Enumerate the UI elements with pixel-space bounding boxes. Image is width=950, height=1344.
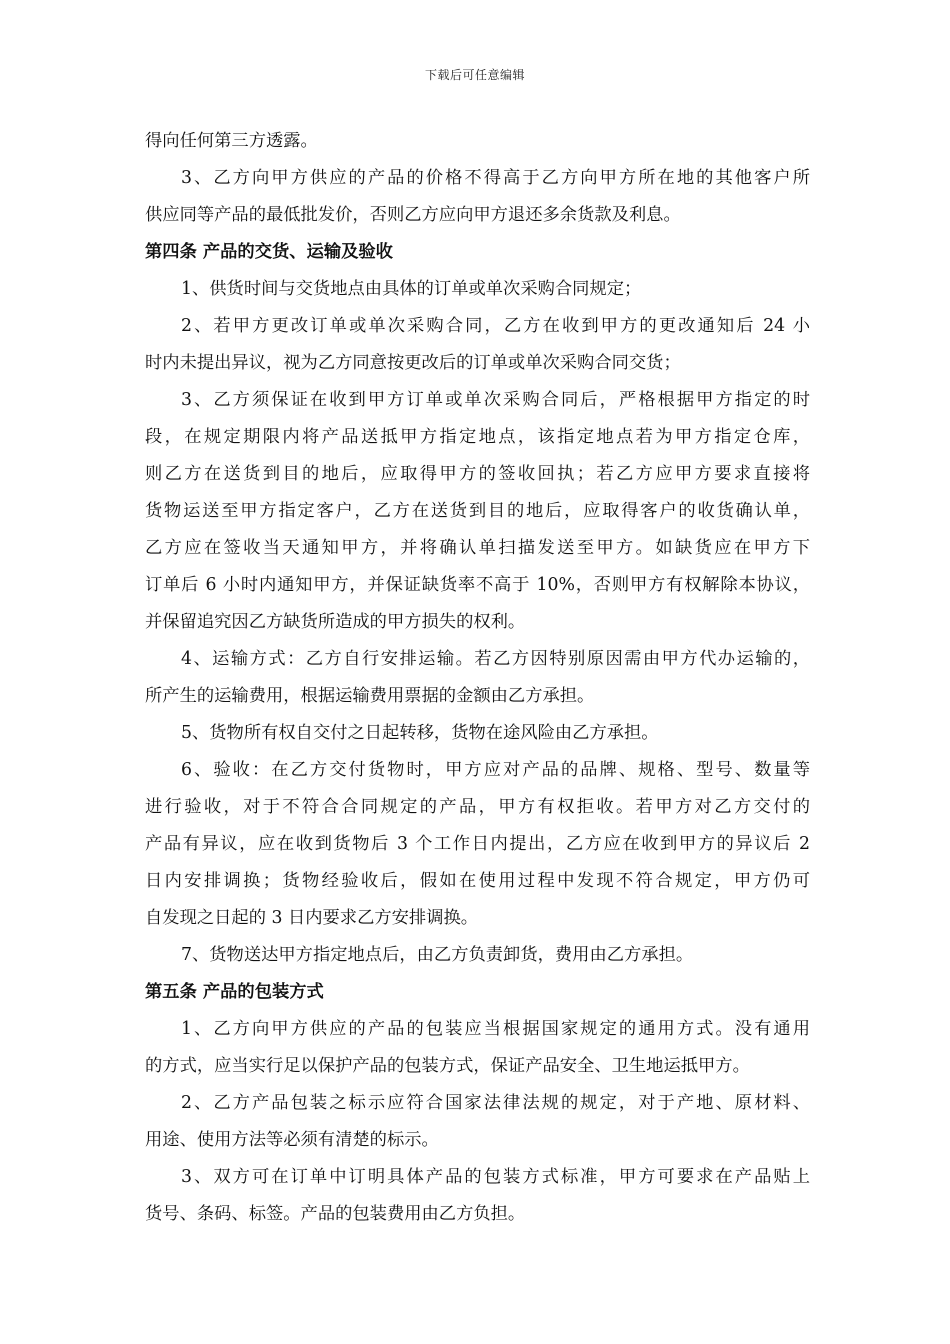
paragraph-line: 产品有异议，应在收到货物后 3 个工作日内提出，乙方应在收到甲方的异议后 2 — [145, 834, 810, 854]
header-note: 下载后可任意编辑 — [424, 68, 525, 82]
document-body — [145, 123, 810, 1233]
paragraph-line: 4、运输方式：乙方自行安排运输。若乙方因特别原因需由甲方代办运输的， — [181, 649, 810, 669]
paragraph-line: 5、货物所有权自交付之日起转移，货物在途风险由乙方承担。 — [181, 723, 659, 743]
section-heading: 第四条 产品的交货、运输及验收 — [145, 242, 393, 262]
paragraph-line: 供应同等产品的最低批发价，否则乙方应向甲方退还多余货款及利息。 — [145, 205, 681, 225]
paragraph-line: 并保留追究因乙方缺货所造成的甲方损失的权利。 — [145, 612, 526, 632]
paragraph-line: 货物运送至甲方指定客户，乙方在送货到目的地后，应取得客户的收货确认单， — [145, 501, 810, 521]
paragraph-line: 2、若甲方更改订单或单次采购合同，乙方在收到甲方的更改通知后 24 小 — [181, 316, 810, 336]
paragraph-line: 所产生的运输费用，根据运输费用票据的金额由乙方承担。 — [145, 686, 595, 706]
paragraph-line: 7、货物送达甲方指定地点后，由乙方负责卸货，费用由乙方承担。 — [181, 945, 694, 965]
paragraph-line: 进行验收，对于不符合合同规定的产品，甲方有权拒收。若甲方对乙方交付的 — [145, 797, 810, 817]
paragraph-line: 3、乙方向甲方供应的产品的价格不得高于乙方向甲方所在地的其他客户所 — [181, 168, 810, 188]
paragraph-line: 用途、使用方法等必须有清楚的标示。 — [145, 1130, 439, 1150]
paragraph-line: 得向任何第三方透露。 — [145, 131, 318, 151]
paragraph-line: 乙方应在签收当天通知甲方，并将确认单扫描发送至甲方。如缺货应在甲方下 — [145, 538, 810, 558]
paragraph-line: 1、供货时间与交货地点由具体的订单或单次采购合同规定； — [181, 279, 642, 299]
paragraph-line: 的方式，应当实行足以保护产品的包装方式，保证产品安全、卫生地运抵甲方。 — [145, 1056, 750, 1076]
paragraph-line: 日内安排调换；货物经验收后，假如在使用过程中发现不符合规定，甲方仍可 — [145, 871, 810, 891]
paragraph-line: 时内未提出异议，视为乙方同意按更改后的订单或单次采购合同交货； — [145, 353, 681, 373]
paragraph-line: 2、乙方产品包装之标示应符合国家法律法规的规定，对于产地、原材料、 — [181, 1093, 810, 1113]
paragraph-line: 则乙方在送货到目的地后，应取得甲方的签收回执；若乙方应甲方要求直接将 — [145, 464, 810, 484]
paragraph-line: 3、双方可在订单中订明具体产品的包装方式标准，甲方可要求在产品贴上 — [181, 1167, 810, 1187]
paragraph-line: 订单后 6 小时内通知甲方，并保证缺货率不高于 10%，否则甲方有权解除本协议， — [145, 575, 810, 595]
paragraph-line: 自发现之日起的 3 日内要求乙方安排调换。 — [145, 908, 479, 928]
section-heading: 第五条 产品的包装方式 — [145, 982, 324, 1002]
paragraph-line: 1、乙方向甲方供应的产品的包装应当根据国家规定的通用方式。没有通用 — [181, 1019, 810, 1039]
paragraph-line: 段，在规定期限内将产品送抵甲方指定地点，该指定地点若为甲方指定仓库， — [145, 427, 810, 447]
paragraph-line: 货号、条码、标签。产品的包装费用由乙方负担。 — [145, 1204, 526, 1224]
paragraph-line: 3、乙方须保证在收到甲方订单或单次采购合同后，严格根据甲方指定的时 — [181, 390, 810, 410]
paragraph-line: 6、验收：在乙方交付货物时，甲方应对产品的品牌、规格、型号、数量等 — [181, 760, 810, 780]
